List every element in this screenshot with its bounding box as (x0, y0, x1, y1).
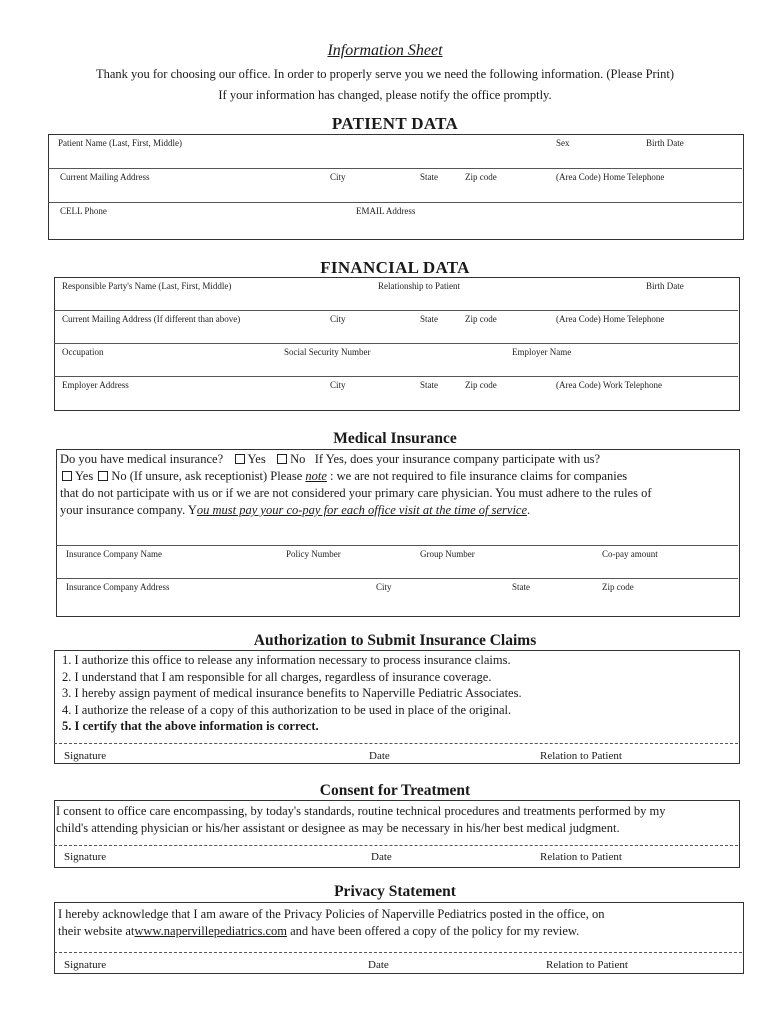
participates-no-checkbox[interactable] (98, 471, 108, 481)
responsible-zip-field[interactable]: Zip code (465, 314, 497, 324)
patient-address-field[interactable]: Current Mailing Address (60, 172, 150, 182)
insurance-company-address-field[interactable]: Insurance Company Address (66, 582, 170, 592)
responsible-state-field[interactable]: State (420, 314, 438, 324)
authorization-item: 4. I authorize the release of a copy of this authorization to be used in place of the original. (62, 702, 512, 717)
has-insurance-yes-checkbox[interactable] (235, 454, 245, 464)
employer-zip-field[interactable]: Zip code (465, 380, 497, 390)
consent-heading: Consent for Treatment (319, 782, 471, 799)
employer-city-field[interactable]: City (330, 380, 346, 390)
patient-name-field[interactable]: Patient Name (Last, First, Middle) (58, 138, 182, 148)
patient-birth-date-field[interactable]: Birth Date (646, 138, 684, 148)
patient-sex-field[interactable]: Sex (556, 138, 570, 148)
ssn-field[interactable]: Social Security Number (284, 347, 371, 357)
patient-email-field[interactable]: EMAIL Address (356, 206, 416, 216)
patient-cell-field[interactable]: CELL Phone (60, 206, 107, 216)
responsible-home-phone-field[interactable]: (Area Code) Home Telephone (556, 314, 665, 324)
insurance-state-field[interactable]: State (512, 582, 530, 592)
group-number-field[interactable]: Group Number (420, 549, 475, 559)
patient-state-field[interactable]: State (420, 172, 438, 182)
consent-signature-field[interactable]: Signature (64, 851, 107, 863)
intro-line-1: Thank you for choosing our office. In order to properly serve you we need the following information. (Please Print) (95, 67, 675, 81)
privacy-heading: Privacy Statement (334, 883, 456, 900)
patient-data-heading: PATIENT DATA (331, 114, 459, 133)
privacy-text: I hereby acknowledge that I am aware of the Privacy Policies of Naperville Pediatrics posted in the office, on their website atwww.napervillepediatrics.com and have been offered a copy of the policy for my review. (58, 907, 605, 938)
responsible-party-name-field[interactable]: Responsible Party's Name (Last, First, Middle) (62, 281, 232, 291)
authorization-list (62, 652, 732, 735)
consent-date-field[interactable]: Date (371, 851, 392, 863)
authorization-certify: 5. I certify that the above information is correct. (62, 719, 319, 733)
employer-state-field[interactable]: State (420, 380, 438, 390)
website-link[interactable]: www.napervillepediatrics.com (134, 924, 287, 938)
employer-name-field[interactable]: Employer Name (512, 347, 572, 357)
patient-city-field[interactable]: City (330, 172, 346, 182)
authorization-item: 2. I understand that I am responsible for all charges, regardless of insurance coverage. (62, 669, 492, 684)
responsible-birth-date-field[interactable]: Birth Date (646, 281, 684, 291)
patient-zip-field[interactable]: Zip code (465, 172, 497, 182)
financial-data-box (54, 277, 740, 411)
participates-yes-checkbox[interactable] (62, 471, 72, 481)
authorization-signature-field[interactable]: Signature (64, 750, 107, 762)
authorization-item: 1. I authorize this office to release any information necessary to process insurance claims. (62, 653, 511, 667)
policy-number-field[interactable]: Policy Number (286, 549, 341, 559)
consent-text: I consent to office care encompassing, by today's standards, routine technical procedures and treatments performed by my child's attending physician or his/her assistant or designee as may be necessary in his/her best medical judgment. (56, 804, 666, 835)
authorization-date-field[interactable]: Date (369, 750, 390, 762)
authorization-item: 3. I hereby assign payment of medical insurance benefits to Naperville Pediatric Associates. (62, 686, 522, 700)
has-insurance-no-checkbox[interactable] (277, 454, 287, 464)
intro-text (30, 64, 740, 106)
insurance-company-name-field[interactable]: Insurance Company Name (66, 549, 162, 559)
responsible-city-field[interactable]: City (330, 314, 346, 324)
insurance-zip-field[interactable]: Zip code (602, 582, 634, 592)
medical-insurance-heading: Medical Insurance (333, 430, 457, 447)
privacy-date-field[interactable]: Date (368, 959, 389, 971)
insurance-questions: Do you have medical insurance? Yes No If Yes, does your insurance company participate with us? Yes No (If unsure, ask receptionist) Please note : we are not required to file insurance claims for companies that do not participate with us or if we are not considered your primary care physician. You must adhere to the rules of your insurance company. You must pay your co-pay for each office visit at the time of service. (60, 452, 652, 517)
employer-address-field[interactable]: Employer Address (62, 380, 129, 390)
authorization-heading: Authorization to Submit Insurance Claims (253, 632, 537, 649)
intro-line-2: If your information has changed, please notify the office promptly. (218, 88, 552, 102)
consent-relation-field[interactable]: Relation to Patient (540, 851, 622, 863)
work-phone-field[interactable]: (Area Code) Work Telephone (556, 380, 663, 390)
patient-data-box (48, 134, 744, 240)
privacy-signature-field[interactable]: Signature (64, 959, 107, 971)
patient-home-phone-field[interactable]: (Area Code) Home Telephone (556, 172, 665, 182)
financial-data-heading: FINANCIAL DATA (320, 258, 470, 277)
relationship-field[interactable]: Relationship to Patient (378, 281, 460, 291)
occupation-field[interactable]: Occupation (62, 347, 104, 357)
copay-amount-field[interactable]: Co-pay amount (602, 549, 658, 559)
authorization-relation-field[interactable]: Relation to Patient (540, 750, 622, 762)
privacy-relation-field[interactable]: Relation to Patient (546, 959, 628, 971)
insurance-city-field[interactable]: City (376, 582, 392, 592)
form-title: Information Sheet (327, 42, 443, 59)
responsible-address-field[interactable]: Current Mailing Address (If different than above) (62, 314, 241, 324)
